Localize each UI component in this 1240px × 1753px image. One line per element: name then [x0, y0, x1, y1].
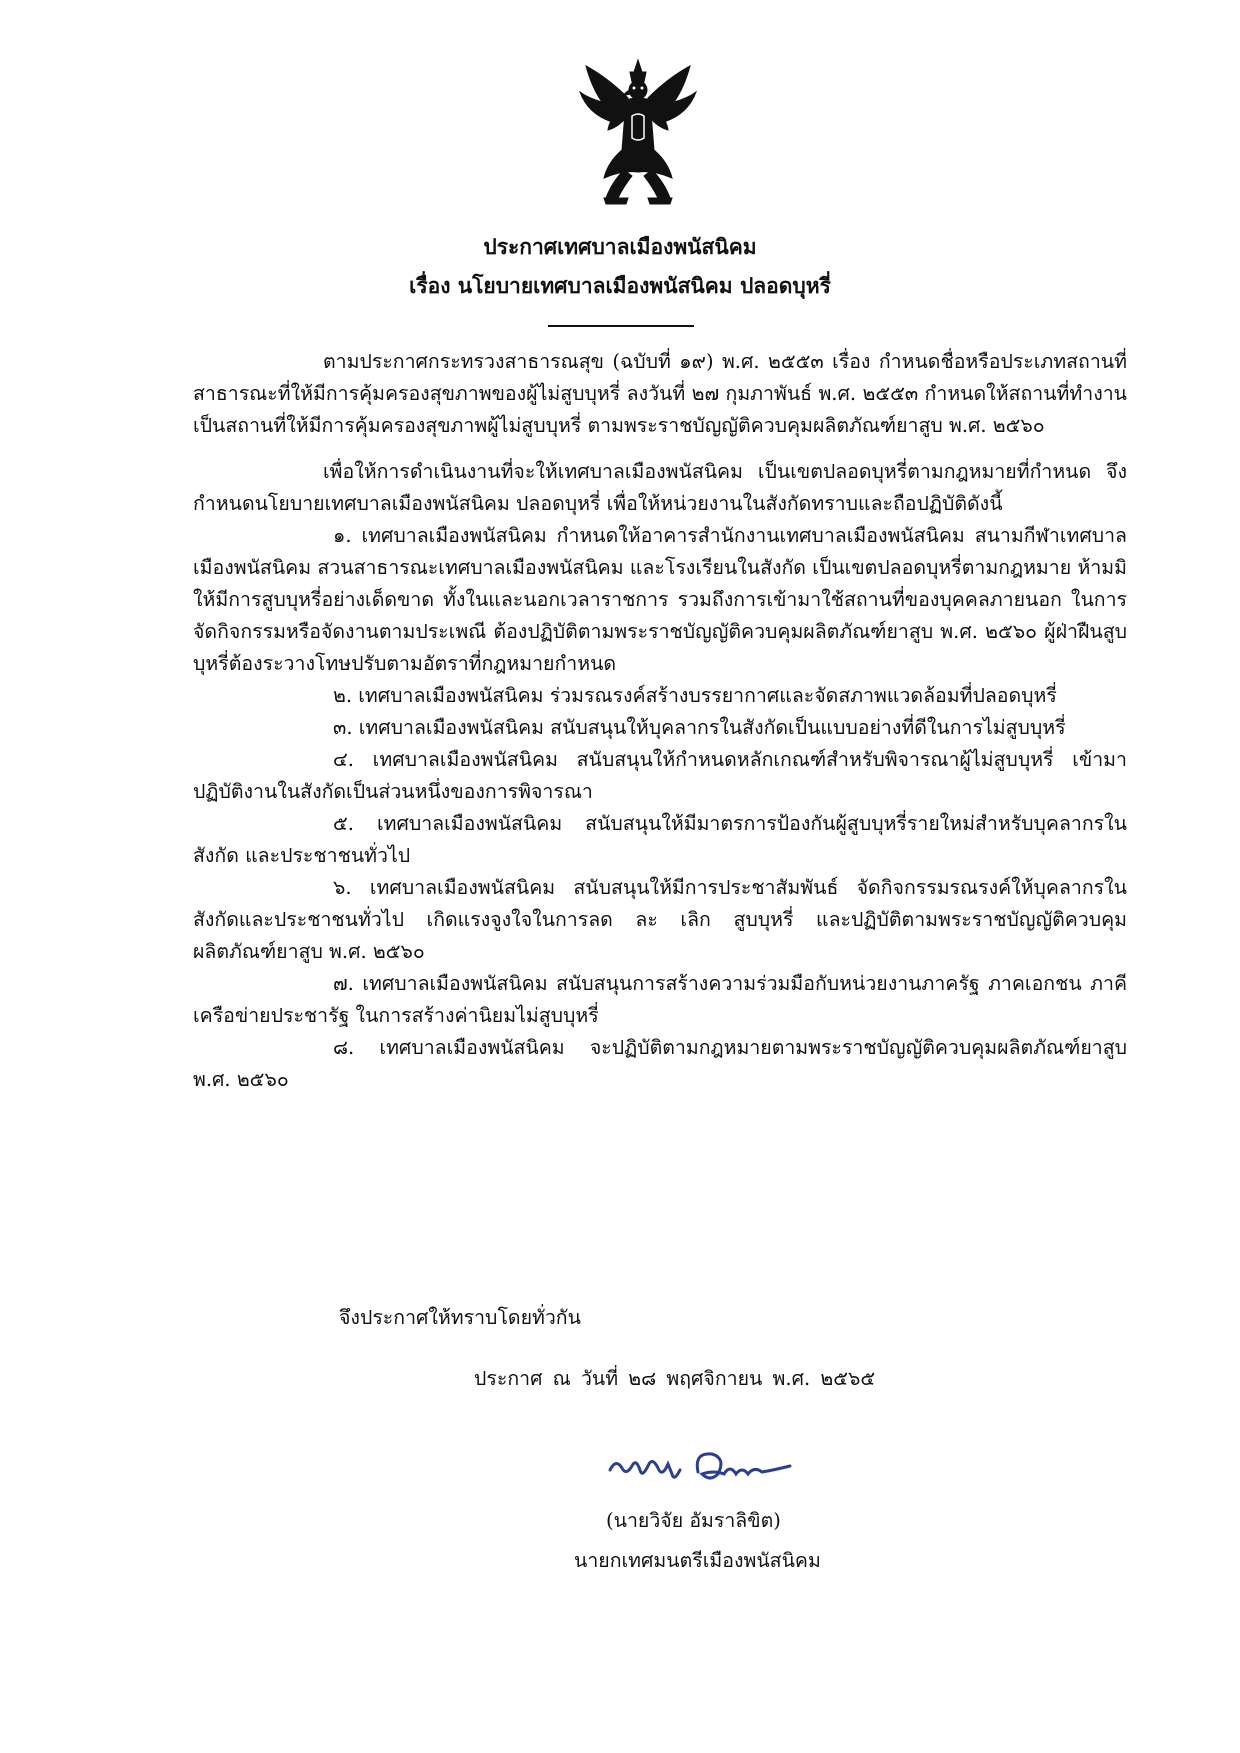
announcement-subject: เรื่อง นโยบายเทศบาลเมืองพนัสนิคม ปลอดบุหรี่	[409, 273, 831, 298]
policy-item: ๔. เทศบาลเมืองพนัสนิคม สนับสนุนให้กำหนดหลักเกณฑ์สำหรับพิจารณาผู้ไม่สูบบุหรี่ เข้ามาปฏิบัติงานในสังกัดเป็นส่วนหนึ่งของการพิจารณา	[193, 748, 1127, 803]
announcement-body	[193, 346, 1127, 1096]
policy-item: ๖. เทศบาลเมืองพนัสนิคม สนับสนุนให้มีการประชาสัมพันธ์ จัดกิจกรรมรณรงค์ให้บุคลากรในสังกัดและประชาชนทั่วไป เกิดแรงจูงใจในการลด ละ เลิก สูบบุหรี่ และปฏิบัติตามพระราชบัญญัติควบคุมผลิตภัณฑ์ยาสูบ พ.ศ. ๒๕๖๐	[193, 876, 1127, 963]
policy-item: ๓. เทศบาลเมืองพนัสนิคม สนับสนุนให้บุคลากรในสังกัดเป็นแบบอย่างที่ดีในการไม่สูบบุหรี่	[333, 716, 1066, 739]
policy-item: ๕. เทศบาลเมืองพนัสนิคม สนับสนุนให้มีมาตรการป้องกันผู้สูบบุหรี่รายใหม่สำหรับบุคลากรในสังกัด และประชาชนทั่วไป	[193, 812, 1127, 867]
policy-item: ๘. เทศบาลเมืองพนัสนิคม จะปฏิบัติตามกฎหมายตามพระราชบัญญัติควบคุมผลิตภัณฑ์ยาสูบ พ.ศ. ๒๕๖๐	[193, 1036, 1127, 1091]
policy-item: ๒. เทศบาลเมืองพนัสนิคม ร่วมรณรงค์สร้างบรรยากาศและจัดสภาพแวดล้อมที่ปลอดบุหรี่	[333, 684, 1057, 707]
announcement-date: ประกาศ ณ วันที่ ๒๘ พฤศจิกายน พ.ศ. ๒๕๖๕	[474, 1367, 876, 1390]
garuda-emblem-icon	[578, 58, 698, 208]
signer-title: นายกเทศมนตรีเมืองพนัสนิคม	[574, 1549, 821, 1572]
signer-name: (นายวิจัย อัมราลิขิต)	[606, 1509, 781, 1532]
paragraph: ตามประกาศกระทรวงสาธารณสุข (ฉบับที่ ๑๙) พ.ศ. ๒๕๕๓ เรื่อง กำหนดชื่อหรือประเภทสถานที่สาธารณะที่ให้มีการคุ้มครองสุขภาพของผู้ไม่สูบบุหรี่ ลงวันที่ ๒๗ กุมภาพันธ์ พ.ศ. ๒๕๕๓ กำหนดให้สถานที่ทำงานเป็นสถานที่ให้มีการคุ้มครองสุขภาพผู้ไม่สูบบุหรี่ ตามพระราชบัญญัติควบคุมผลิตภัณฑ์ยาสูบ พ.ศ. ๒๕๖๐	[193, 350, 1127, 437]
title-divider	[548, 325, 694, 327]
announcement-heading: ประกาศเทศบาลเมืองพนัสนิคม	[483, 234, 757, 259]
closing-statement: จึงประกาศให้ทราบโดยทั่วกัน	[339, 1306, 581, 1329]
policy-item: ๑. เทศบาลเมืองพนัสนิคม กำหนดให้อาคารสำนักงานเทศบาลเมืองพนัสนิคม สนามกีฬาเทศบาลเมืองพนัสนิคม สวนสาธารณะเทศบาลเมืองพนัสนิคม และโรงเรียนในสังกัด เป็นเขตปลอดบุหรี่ตามกฎหมาย ห้ามมิให้มีการสูบบุหรี่อย่างเด็ดขาด ทั้งในและนอกเวลาราชการ รวมถึงการเข้ามาใช้สถานที่ของบุคคลภายนอก ในการจัดกิจกรรมหรือจัดงานตามประเพณี ต้องปฏิบัติตามพระราชบัญญัติควบคุมผลิตภัณฑ์ยาสูบ พ.ศ. ๒๕๖๐ ผู้ฝ่าฝืนสูบบุหรี่ต้องระวางโทษปรับตามอัตราที่กฎหมายกำหนด	[193, 524, 1127, 675]
policy-item: ๗. เทศบาลเมืองพนัสนิคม สนับสนุนการสร้างความร่วมมือกับหน่วยงานภาครัฐ ภาคเอกชน ภาคีเครือข่ายประชารัฐ ในการสร้างค่านิยมไม่สูบบุหรี่	[193, 972, 1127, 1027]
signature-icon	[602, 1430, 802, 1500]
paragraph: เพื่อให้การดำเนินงานที่จะให้เทศบาลเมืองพนัสนิคม เป็นเขตปลอดบุหรี่ตามกฎหมายที่กำหนด จึงกำหนดนโยบายเทศบาลเมืองพนัสนิคม ปลอดบุหรี่ เพื่อให้หน่วยงานในสังกัดทราบและถือปฏิบัติดังนี้	[193, 460, 1127, 515]
